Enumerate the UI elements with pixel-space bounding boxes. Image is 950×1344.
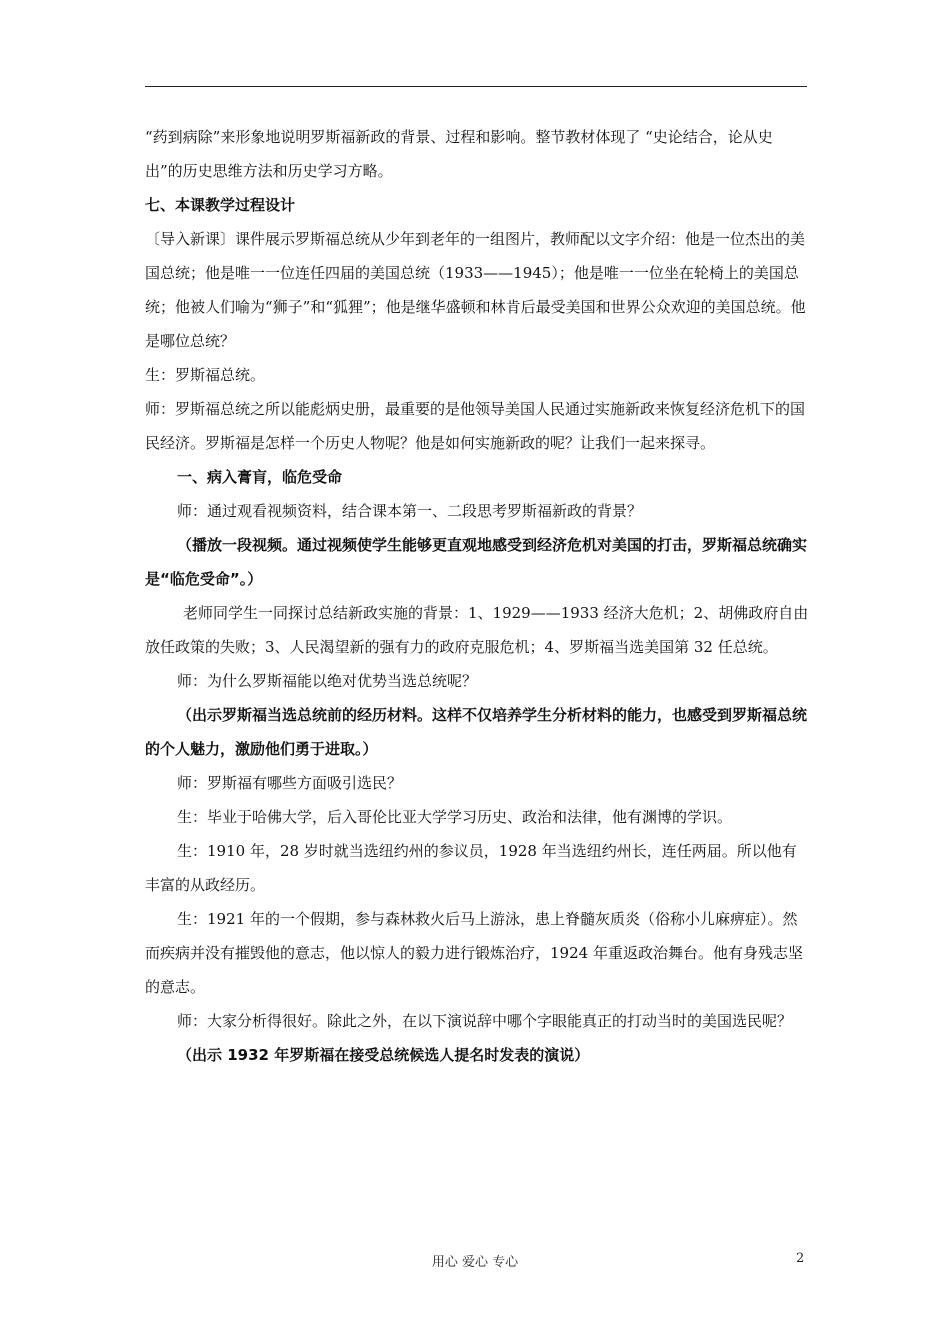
subsection-heading-1: 一、病入膏肓，临危受命: [177, 468, 343, 486]
teacher-question-voters: 师：罗斯福有哪些方面吸引选民？: [177, 774, 403, 792]
student-answer-illness: 生：1921 年的一个假期，参与森林救火后马上游泳，患上脊髓灰质炎（俗称小儿麻痹症）。然而疾病并没有摧毁他的意志，他以惊人的毅力进行锻炼治疗，1924 年重返政治舞台。他有身残志坚的意志。: [145, 910, 803, 996]
section-heading-7: 七、本课教学过程设计: [145, 196, 296, 214]
teacher-question: 师：通过观看视频资料，结合课本第一、二段思考罗斯福新政的背景？: [177, 502, 643, 520]
document-body: [145, 120, 810, 1072]
teacher-statement: 师：罗斯福总统之所以能彪炳史册，最重要的是他领导美国人民通过实施新政来恢复经济危机下的国民经济。罗斯福是怎样一个历史人物呢？他是如何实施新政的呢？让我们一起来探寻。: [145, 400, 806, 452]
background-summary: 老师同学生一同探讨总结新政实施的背景：1、1929——1933 经济大危机；2、胡佛政府自由放任政策的失败；3、人民渴望新的强有力的政府克服危机；4、罗斯福当选美国第 32 任总统。: [145, 604, 809, 656]
footer-text: 用心 爱心 专心: [431, 1255, 519, 1270]
activity-note-material: （出示罗斯福当选总统前的经历材料。这样不仅培养学生分析材料的能力，也感受到罗斯福总统的个人魅力，激励他们勇于进取。）: [145, 706, 808, 758]
paragraph-intro: “药到病除”来形象地说明罗斯福新政的背景、过程和影响。整节教材体现了 “史论结合，论从史出”的历史思维方法和历史学习方略。: [145, 128, 773, 180]
header-rule: [145, 86, 807, 87]
student-answer-politics: 生：1910 年，28 岁时就当选纽约州的参议员，1928 年当选纽约州长，连任两届。所以他有丰富的从政经历。: [145, 842, 797, 894]
activity-note-video: （播放一段视频。通过视频使学生能够更直观地感受到经济危机对美国的打击，罗斯福总统确实是“临危受命”。）: [145, 536, 808, 588]
paragraph-lead-in: 〔导入新课〕课件展示罗斯福总统从少年到老年的一组图片，教师配以文字介绍：他是一位杰出的美国总统；他是唯一一位连任四届的美国总统（1933——1945）；他是唯一一位坐在轮椅上的美国总统；他被人们喻为“狮子”和“狐狸”；他是继华盛顿和林肯后最受美国和世界公众欢迎的美国总统。他是哪位总统？: [145, 230, 806, 350]
activity-note-speech: （出示 1932 年罗斯福在接受总统候选人提名时发表的演说）: [177, 1046, 590, 1064]
teacher-question-election: 师：为什么罗斯福能以绝对优势当选总统呢？: [177, 672, 478, 690]
teacher-question-speech: 师：大家分析得很好。除此之外，在以下演说辞中哪个字眼能真正的打动当时的美国选民呢？: [177, 1012, 793, 1030]
student-answer-education: 生：毕业于哈佛大学，后入哥伦比亚大学学习历史、政治和法律，他有渊博的学识。: [177, 808, 733, 826]
page-number: 2: [796, 1251, 805, 1266]
student-answer: 生：罗斯福总统。: [145, 366, 266, 384]
